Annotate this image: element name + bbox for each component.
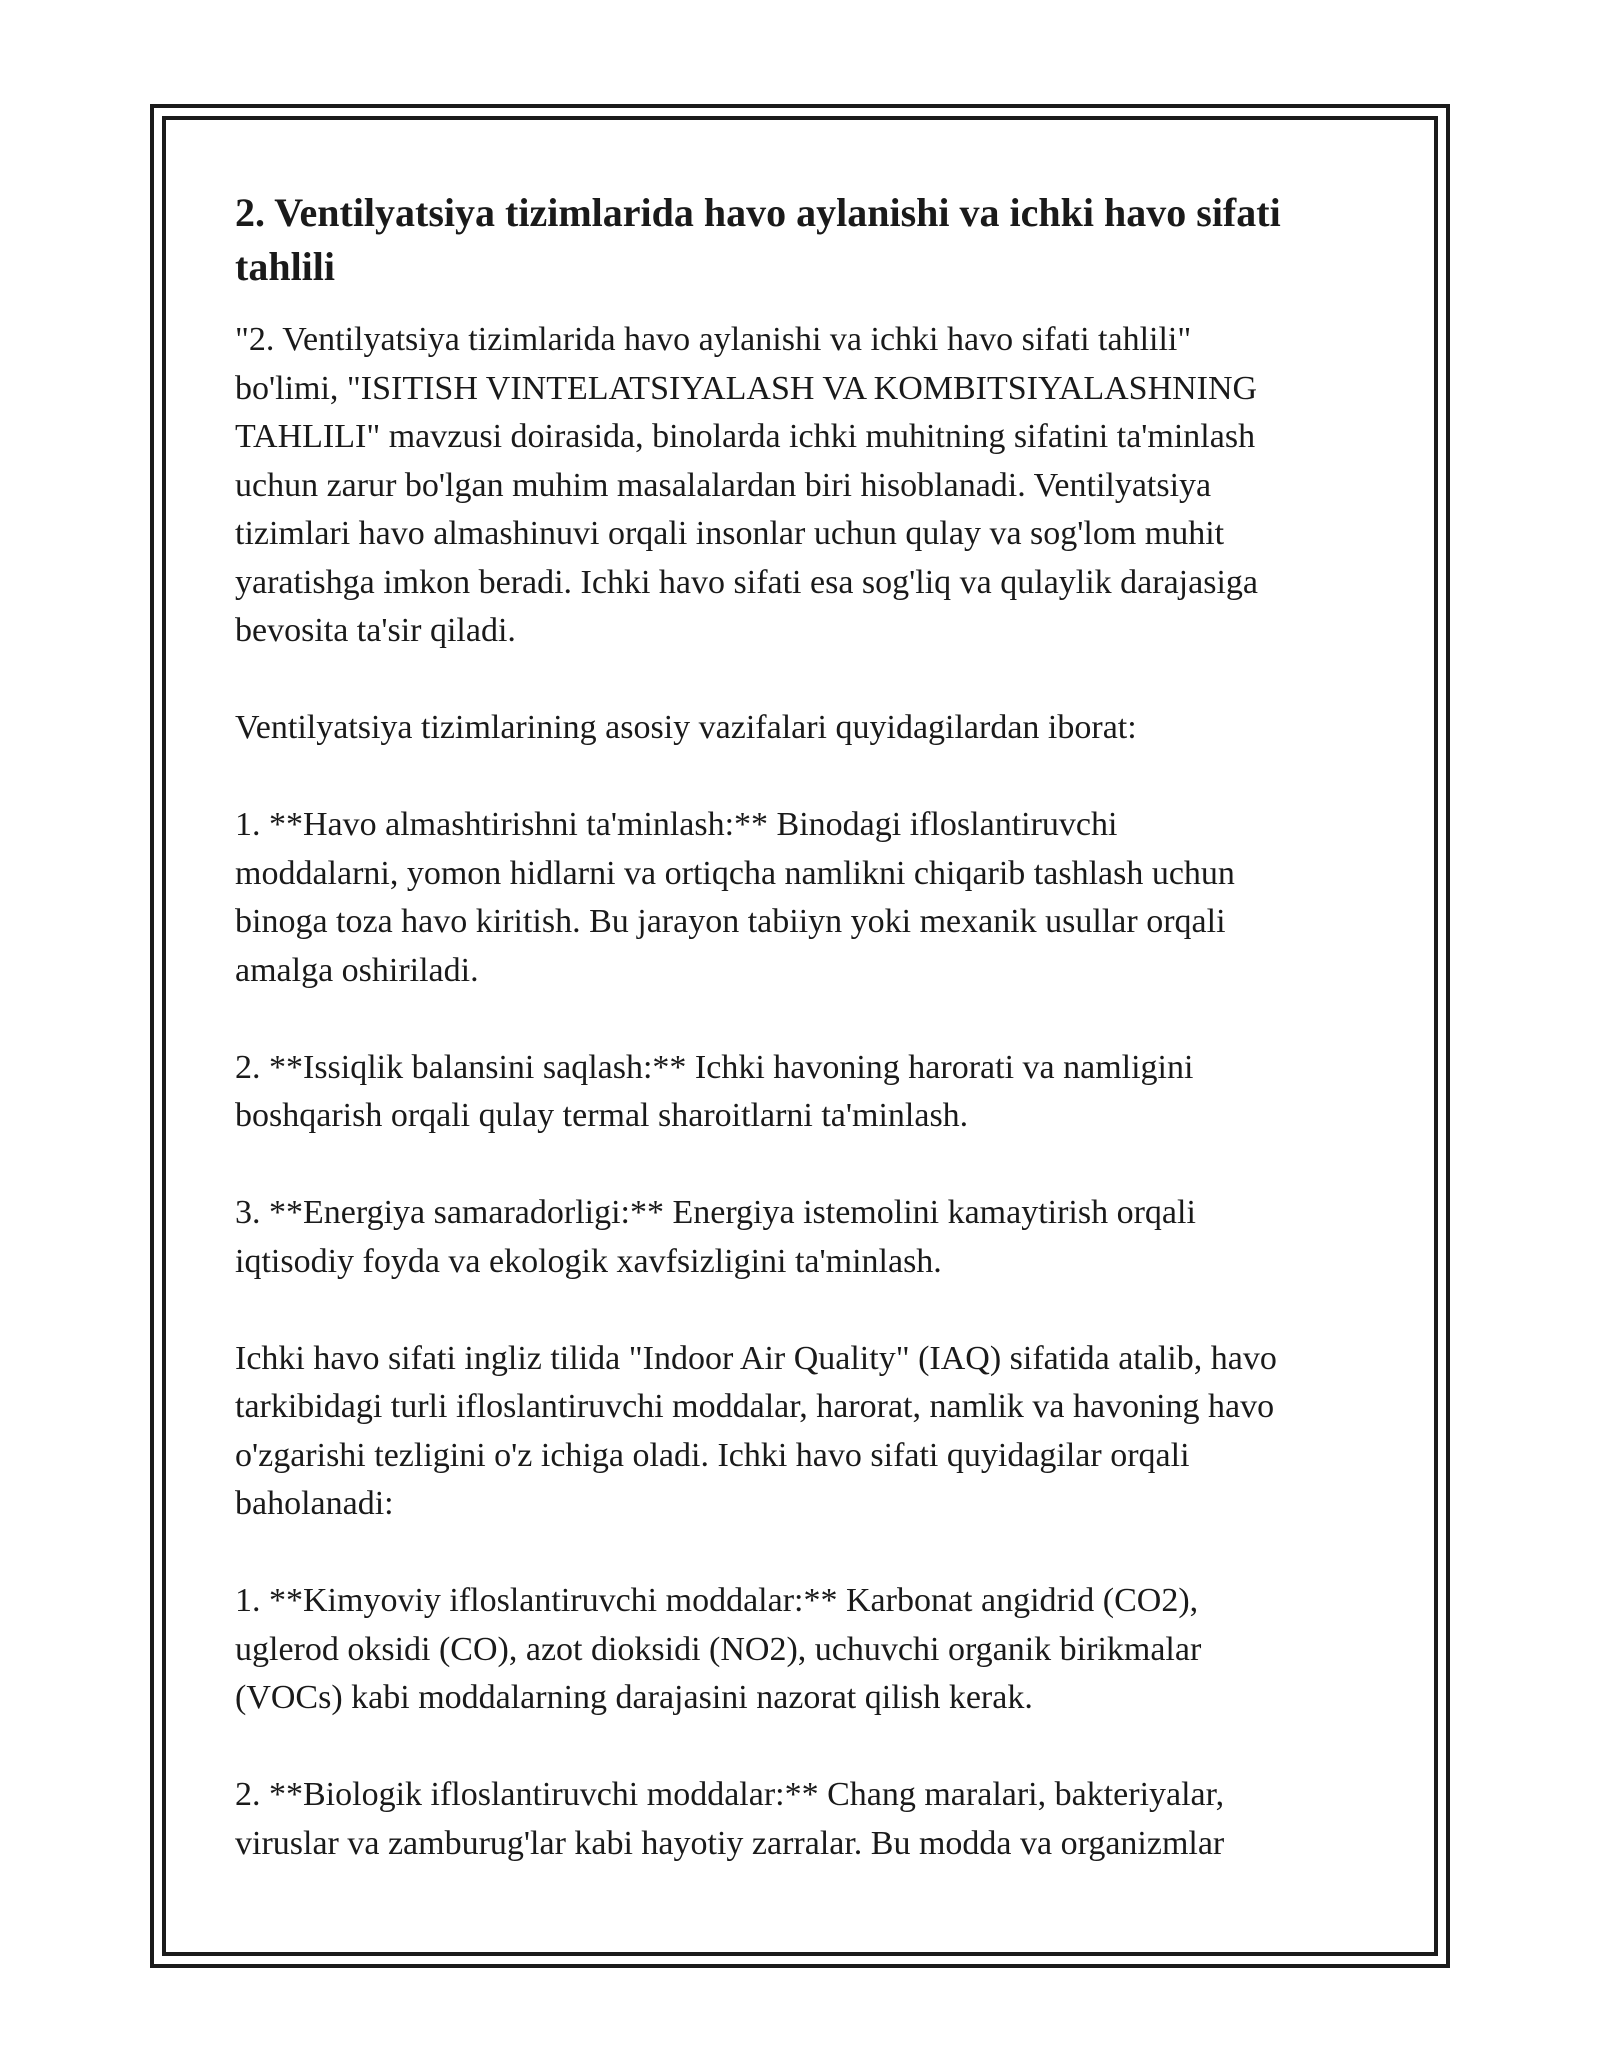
list-item-biological-pollutants: 2. **Biologik ifloslantiruvchi moddalar:** Chang maralari, bakteriyalar, viruslar va zamburug'lar kabi hayotiy zarralar. Bu modda va organizmlar bbox=[235, 1776, 1225, 1862]
functions-intro: Ventilyatsiya tizimlarining asosiy vazifalari quyidagilardan iborat: bbox=[235, 709, 1137, 746]
section-title: 2. Ventilyatsiya tizimlarida havo aylanishi va ichki havo sifati tahlili bbox=[235, 190, 1281, 289]
list-item-heat-balance: 2. **Issiqlik balansini saqlash:** Ichki havoning harorati va namligini boshqarish orqali qulay termal sharoitlarni ta'minlash. bbox=[235, 1048, 1194, 1134]
list-item-chemical-pollutants: 1. **Kimyoviy ifloslantiruvchi moddalar:** Karbonat angidrid (CO2), uglerod oksidi (CO), azot dioksidi (NO2), uchuvchi organik birikmalar (VOCs) kabi moddalarning darajasini nazorat qilish kerak. bbox=[235, 1582, 1202, 1716]
iaq-paragraph: Ichki havo sifati ingliz tilida "Indoor Air Quality" (IAQ) sifatida atalib, havo tarkibidagi turli ifloslantiruvchi moddalar, harorat, namlik va havoning havo o'zgarishi tezligini o'z ichiga oladi. Ichki havo sifati quyidagilar orqali baholanadi: bbox=[235, 1339, 1277, 1522]
list-item-air-exchange: 1. **Havo almashtirishni ta'minlash:** Binodagi ifloslantiruvchi moddalarni, yomon hidlarni va ortiqcha namlikni chiqarib tashlash uchun binoga toza havo kiritish. Bu jarayon tabiiyn yoki mexanik usullar orqali amalga oshiriladi. bbox=[235, 806, 1235, 989]
list-item-energy-efficiency: 3. **Energiya samaradorligi:** Energiya istemolini kamaytirish orqali iqtisodiy foyda va ekologik xavfsizligini ta'minlash. bbox=[235, 1194, 1196, 1280]
document-body bbox=[235, 186, 1375, 1917]
intro-paragraph: "2. Ventilyatsiya tizimlarida havo aylanishi va ichki havo sifati tahlili" bo'limi, "ISITISH VINTELATSIYALASH VA KOMBITSIYALASHNING TAHLILI" mavzusi doirasida, binolarda ichki muhitning sifatini ta'minlash uchun zarur bo'lgan muhim masalalardan biri hisoblanadi. Ventilyatsiya tizimlari havo almashinuvi orqali insonlar uchun qulay va sog'lom muhit yaratishga imkon beradi. Ichki havo sifati esa sog'liq va qulaylik darajasiga bevosita ta'sir qiladi. bbox=[235, 321, 1258, 649]
